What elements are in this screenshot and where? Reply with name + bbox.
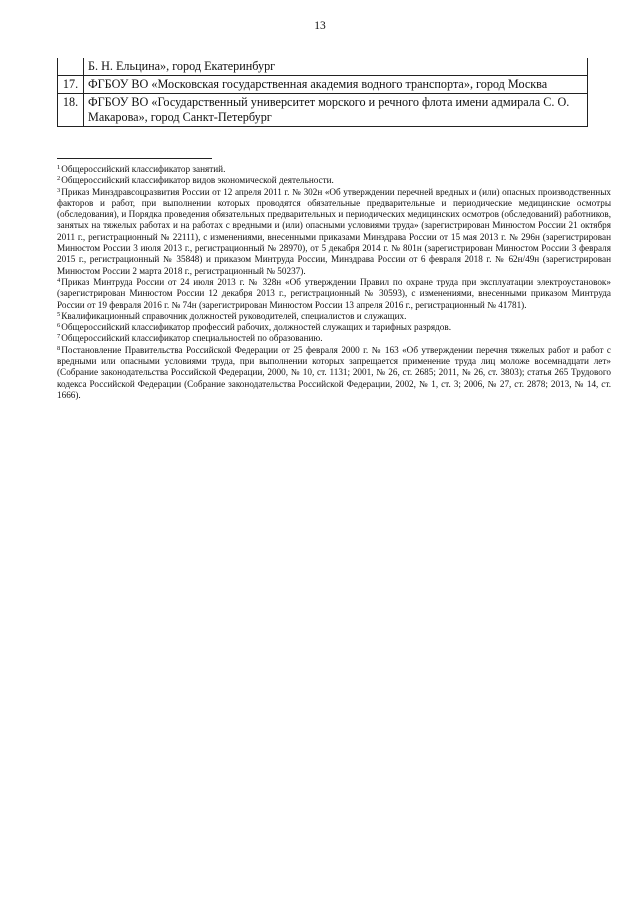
footnotes-section <box>57 164 611 401</box>
table-row <box>58 58 588 76</box>
footnote-mark: 3 <box>57 186 61 194</box>
footnote-mark: 4 <box>57 276 61 284</box>
footnote <box>57 187 611 277</box>
organizations-table <box>57 58 588 127</box>
row-number: 18. <box>58 94 84 127</box>
page-number: 13 <box>314 20 326 32</box>
footnote-mark: 6 <box>57 322 61 330</box>
row-number <box>58 58 84 76</box>
table-row <box>58 76 588 94</box>
footnote-mark: 5 <box>57 310 61 318</box>
footnote-text: Приказ Минтруда России от 24 июля 2013 г. № 328н «Об утверждении Правил по охране труда при эксплуатации электроустановок» (зарегистрирован Минюстом России 12 декабря 2013 г., регистрационный № 30593), с изменениями, внесенными приказом Минтруда России от 19 февраля 2016 г. № 74н (зарегистрирован Минюстом России 13 апреля 2016 г., регистрационный № 41781). <box>57 276 611 310</box>
footnote-separator <box>57 158 212 159</box>
row-text: Б. Н. Ельцина», город Екатеринбург <box>84 58 588 76</box>
footnote-text: Общероссийский классификатор специальностей по образованию. <box>61 333 323 344</box>
footnote <box>57 345 611 401</box>
footnote <box>57 175 611 186</box>
footnote <box>57 322 611 333</box>
footnote <box>57 277 611 311</box>
table-row <box>58 94 588 127</box>
footnote-text: Квалификационный справочник должностей руководителей, специалистов и служащих. <box>61 310 407 321</box>
footnote-mark: 2 <box>57 175 61 183</box>
row-text: ФГБОУ ВО «Государственный университет морского и речного флота имени адмирала С. О. Макарова», город Санкт-Петербург <box>84 94 588 127</box>
footnote-text: Общероссийский классификатор профессий рабочих, должностей служащих и тарифных разрядов. <box>61 322 452 333</box>
footnote <box>57 311 611 322</box>
footnote-mark: 8 <box>57 344 61 352</box>
footnote-mark: 1 <box>57 164 61 171</box>
footnote <box>57 333 611 344</box>
footnote-text: Приказ Минздравсоцразвития России от 12 апреля 2011 г. № 302н «Об утверждении перечней вредных и (или) опасных производственных факторов и работ, при выполнении которых проводятся обязательные предварительные и периодические медицинские осмотры (обследования), и Порядка проведения обязательных предварительных и периодических медицинских осмотров (обследований) работников, занятых на тяжелых работах и на работах с вредными и (или) опасными условиями труда» (зарегистрирован Минюстом России 21 октября 2011 г., регистрационный № 22111), с изменениями, внесенными приказами Минздрава России от 15 мая 2013 г. № 296н (зарегистрирован Минюстом России 3 июля 2013 г., регистрационный № 28970), от 5 декабря 2014 г. № 801н (зарегистрирован Минюстом России 3 февраля 2015 г., регистрационный № 35848) и приказом Минтруда России, Минздрава России от 6 февраля 2018 г. № 62н/49н (зарегистрирован Минюстом России 2 марта 2018 г., регистрационный № 50237). <box>57 186 611 276</box>
footnote <box>57 164 611 175</box>
footnote-text: Общероссийский классификатор занятий. <box>61 164 226 174</box>
row-number: 17. <box>58 76 84 94</box>
footnote-text: Общероссийский классификатор видов экономической деятельности. <box>61 175 334 186</box>
footnote-mark: 7 <box>57 333 61 341</box>
row-text: ФГБОУ ВО «Московская государственная академия водного транспорта», город Москва <box>84 76 588 94</box>
footnote-text: Постановление Правительства Российской Федерации от 25 февраля 2000 г. № 163 «Об утверждении перечня тяжелых работ и работ с вредными или опасными условиями труда, при выполнении которых запрещается применение труда лиц моложе восемнадцати лет» (Собрание законодательства Российской Федерации, 2000, № 10, ст. 1131; 2001, № 26, ст. 2685; 2011, № 26, ст. 3803); статья 265 Трудового кодекса Российской Федерации (Собрание законодательства Российской Федерации, 2002, № 1, ст. 3; 2006, № 27, ст. 2878; 2013, № 14, ст. 1666). <box>57 344 611 400</box>
